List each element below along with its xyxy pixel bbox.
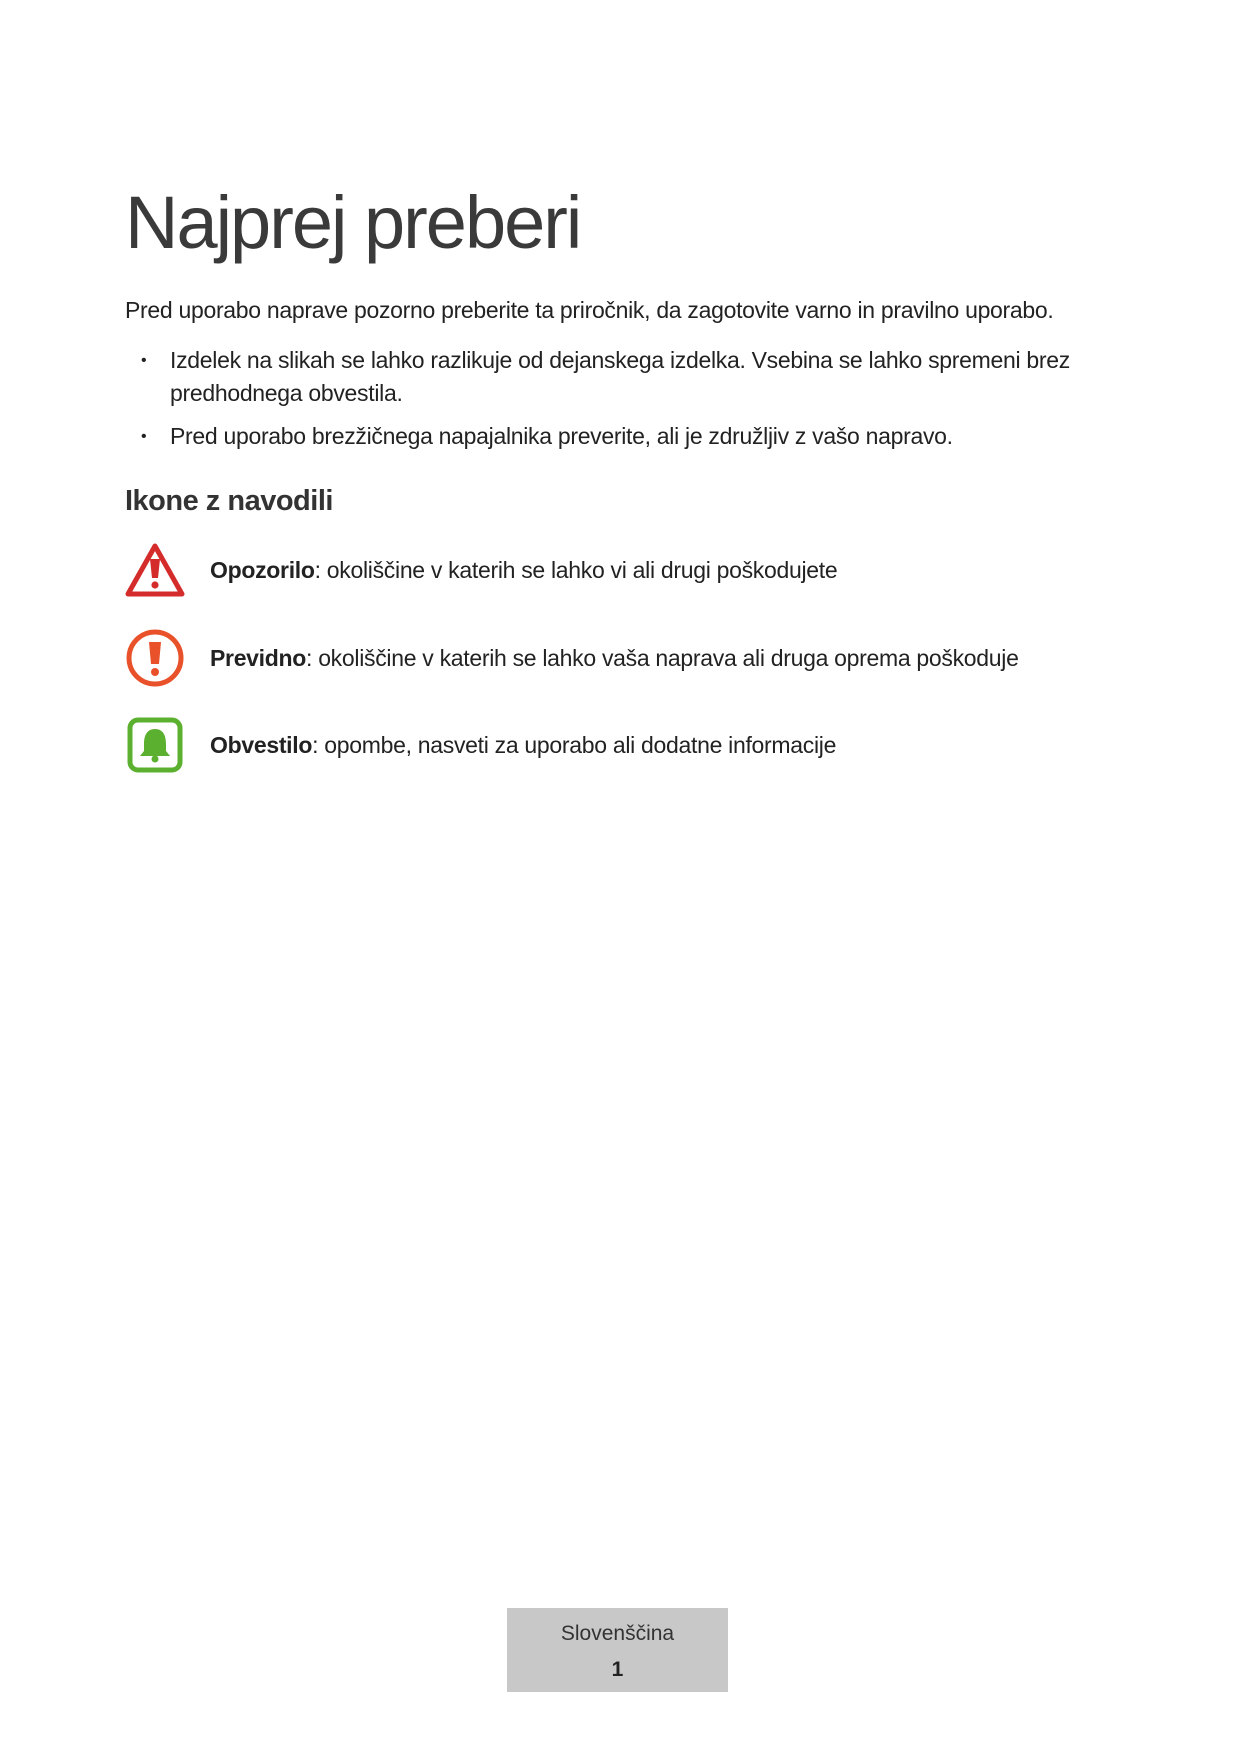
notice-bell-icon bbox=[125, 715, 185, 775]
list-item bbox=[125, 420, 1125, 453]
icon-term: Previdno bbox=[210, 644, 307, 671]
page-number: 1 bbox=[611, 1658, 624, 1681]
bullet-dot: • bbox=[141, 352, 147, 369]
bullet-list bbox=[125, 344, 1125, 463]
icon-text: : opombe, nasveti za uporabo ali dodatne informacije bbox=[312, 731, 837, 758]
icon-row-warning bbox=[125, 540, 1125, 600]
list-item bbox=[125, 344, 1125, 410]
warning-triangle-icon bbox=[125, 540, 185, 600]
page-footer bbox=[507, 1608, 728, 1692]
icon-description bbox=[210, 557, 837, 584]
icon-text: : okoliščine v katerih se lahko vaša naprava ali druga oprema poškoduje bbox=[306, 644, 1019, 671]
intro-paragraph: Pred uporabo naprave pozorno preberite ta priročnik, da zagotovite varno in pravilno uporabo. bbox=[125, 297, 1054, 323]
icon-term: Obvestilo bbox=[210, 731, 313, 758]
icon-row-caution bbox=[125, 628, 1125, 688]
list-item-text: Pred uporabo brezžičnega napajalnika preverite, ali je združljiv z vašo napravo. bbox=[170, 423, 953, 449]
icon-term: Opozorilo bbox=[210, 556, 315, 583]
section-heading: Ikone z navodili bbox=[125, 485, 333, 517]
footer-language: Slovenščina bbox=[560, 1622, 675, 1645]
bullet-dot: • bbox=[141, 428, 147, 445]
icon-row-note bbox=[125, 715, 1125, 775]
caution-circle-icon bbox=[125, 628, 185, 688]
icon-description bbox=[210, 732, 836, 759]
icon-description bbox=[210, 645, 1019, 672]
page-title: Najprej preberi bbox=[125, 181, 581, 264]
list-item-text: Izdelek na slikah se lahko razlikuje od dejanskega izdelka. Vsebina se lahko spremeni brez predhodnega obvestila. bbox=[170, 347, 1070, 406]
icon-text: : okoliščine v katerih se lahko vi ali drugi poškodujete bbox=[314, 556, 838, 583]
